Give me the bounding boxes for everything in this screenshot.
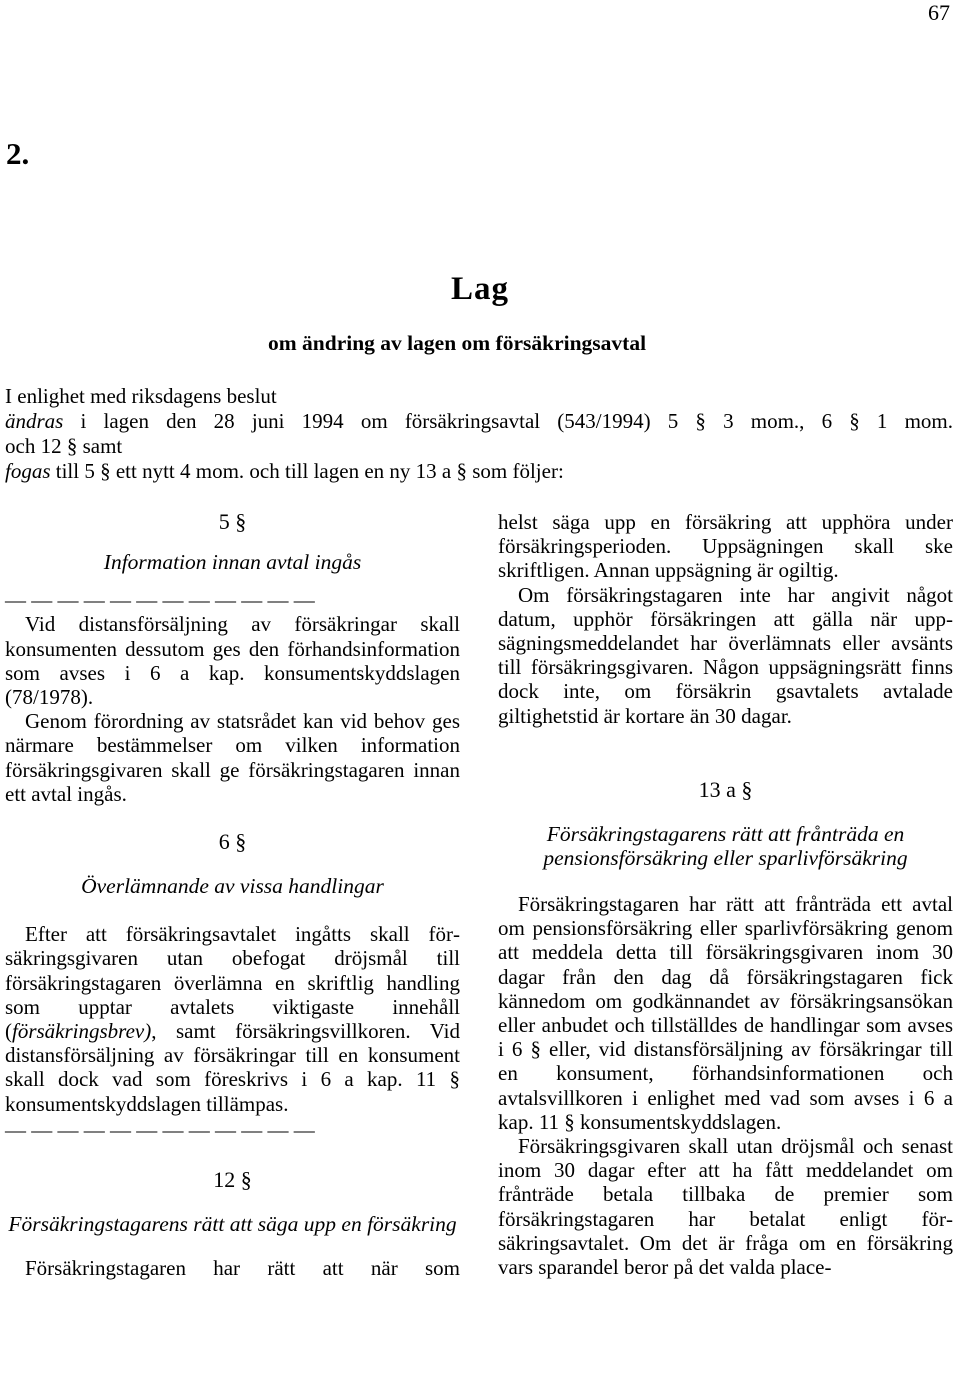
section-12-paragraph-2: Om försäkringstagaren inte har angivit något datum, upphör försäkringen att gälla när uppsägningsmeddelandet har överlämnats eller avsänts till försäkringsgivaren. Någon uppsägningsrätt finns dock inte, om försäkrin gsavtalets avtalade giltighetstid är kortare än 30 dagar. xyxy=(498,582,953,728)
preamble-line-3: och 12 § samt xyxy=(5,434,123,458)
law-subtitle: om ändring av lagen om försäkringsavtal xyxy=(268,331,647,355)
law-title: Lag xyxy=(450,271,509,307)
page-number: 67 xyxy=(928,0,950,25)
section-6-paragraph xyxy=(5,922,460,1116)
section-13a-title: Försäkringstagarens rätt att frånträda en pensionsförsäkring eller sparlivförsäkring xyxy=(543,822,908,871)
section-13a-paragraph-2: Försäkringsgivaren skall utan dröjsmål och senast inom 30 dagar efter att ha fått meddelandet om frånträde betala tillbaka de premier som försäkringstagaren har betalat enligt försäkringsavtalet. Om det är fråga om en försäkring vars sparandel beror på det valda place- xyxy=(498,1134,953,1280)
section-12-paragraph-continued: helst säga upp en försäkring att upphöra under försäkringsperioden. Uppsägningen skall ske skriftligen. Annan uppsägning är ogiltig. xyxy=(498,510,953,583)
preamble-add-text: till 5 § ett nytt 4 mom. och till lagen en ny 13 a § som följer: xyxy=(55,459,564,483)
section-5-omission-dashes: — — — — — — — — — — — — xyxy=(5,588,315,613)
section-13a-paragraph-1: Försäkringstagaren har rätt att frånträda ett avtal om pensionsförsäkring eller sparlivförsäkring genom att meddela detta till försäkringsgivaren inom 30 dagar från den dag då försäkringstagaren fick kännedom om godkännandet av försäkringsansökan eller anbudet och tillställdes de handlingar som avses i 6 § eller, vid distansförsäljning av försäkringar till en konsument, förhandsinformationen och avtalsvillkoren i enlighet med vad som avses i 6 a kap. 11 § konsumentskyddslagen. xyxy=(498,892,953,1134)
section-6-heading: 6 § xyxy=(218,829,247,855)
section-12-paragraph-start: Försäkringstagaren har rätt att när som xyxy=(25,1256,460,1281)
preamble-add-word: fogas xyxy=(5,459,51,483)
preamble-line-1: I enlighet med riksdagens beslut xyxy=(5,384,277,408)
part-number: 2. xyxy=(6,136,30,171)
section-5-paragraph-2: Genom förordning av statsrådet kan vid behov ges närmare bestämmelser om vilken information försäkringsgivaren skall ge försäkringstagaren innan ett avtal ingås. xyxy=(5,709,460,806)
right-column xyxy=(498,510,953,1279)
preamble xyxy=(5,384,953,484)
section-6-text-a: Efter att försäkringsavtalet ingåtts skall försäkringsgivaren utan obefogat dröjsmål till försäkringstagaren överlämna en skriftlig handling som upptar avtalets viktigaste innehåll ( xyxy=(5,922,460,1044)
preamble-amend-word: ändras xyxy=(5,409,64,433)
section-5-paragraph-1: Vid distansförsäljning av försäkringar skall konsumenten dessutom ges den förhandsinformation som avses i 6 a kap. konsumentskyddslagen (78/1978). xyxy=(5,612,460,710)
preamble-line-4 xyxy=(5,459,953,484)
section-12-title: Försäkringstagarens rätt att säga upp en försäkring xyxy=(8,1212,457,1237)
section-13a-heading: 13 a § xyxy=(698,776,753,802)
left-column xyxy=(5,510,460,1280)
section-6-omission-dashes: — — — — — — — — — — — — xyxy=(5,1117,315,1142)
preamble-line-2 xyxy=(5,409,953,434)
section-6-text-b: , samt försäkringsvillkoren. Vid distansförsäljning av försäkringar till en konsument skall dock vad som föreskrivs i 6 a kap. 11 § konsumentskyddslagen tillämpas. xyxy=(5,1019,460,1116)
section-12-heading: 12 § xyxy=(213,1167,252,1193)
section-6-text-italic: försäkringsbrev) xyxy=(12,1019,152,1044)
section-6-title: Överlämnande av vissa handlingar xyxy=(81,874,384,899)
section-5-title: Information innan avtal ingås xyxy=(103,550,362,575)
section-5-heading: 5 § xyxy=(218,509,247,534)
preamble-amend-text: i lagen den 28 juni 1994 om försäkringsavtal (543/1994) 5 § 3 mom., 6 § 1 mom. xyxy=(80,409,953,433)
